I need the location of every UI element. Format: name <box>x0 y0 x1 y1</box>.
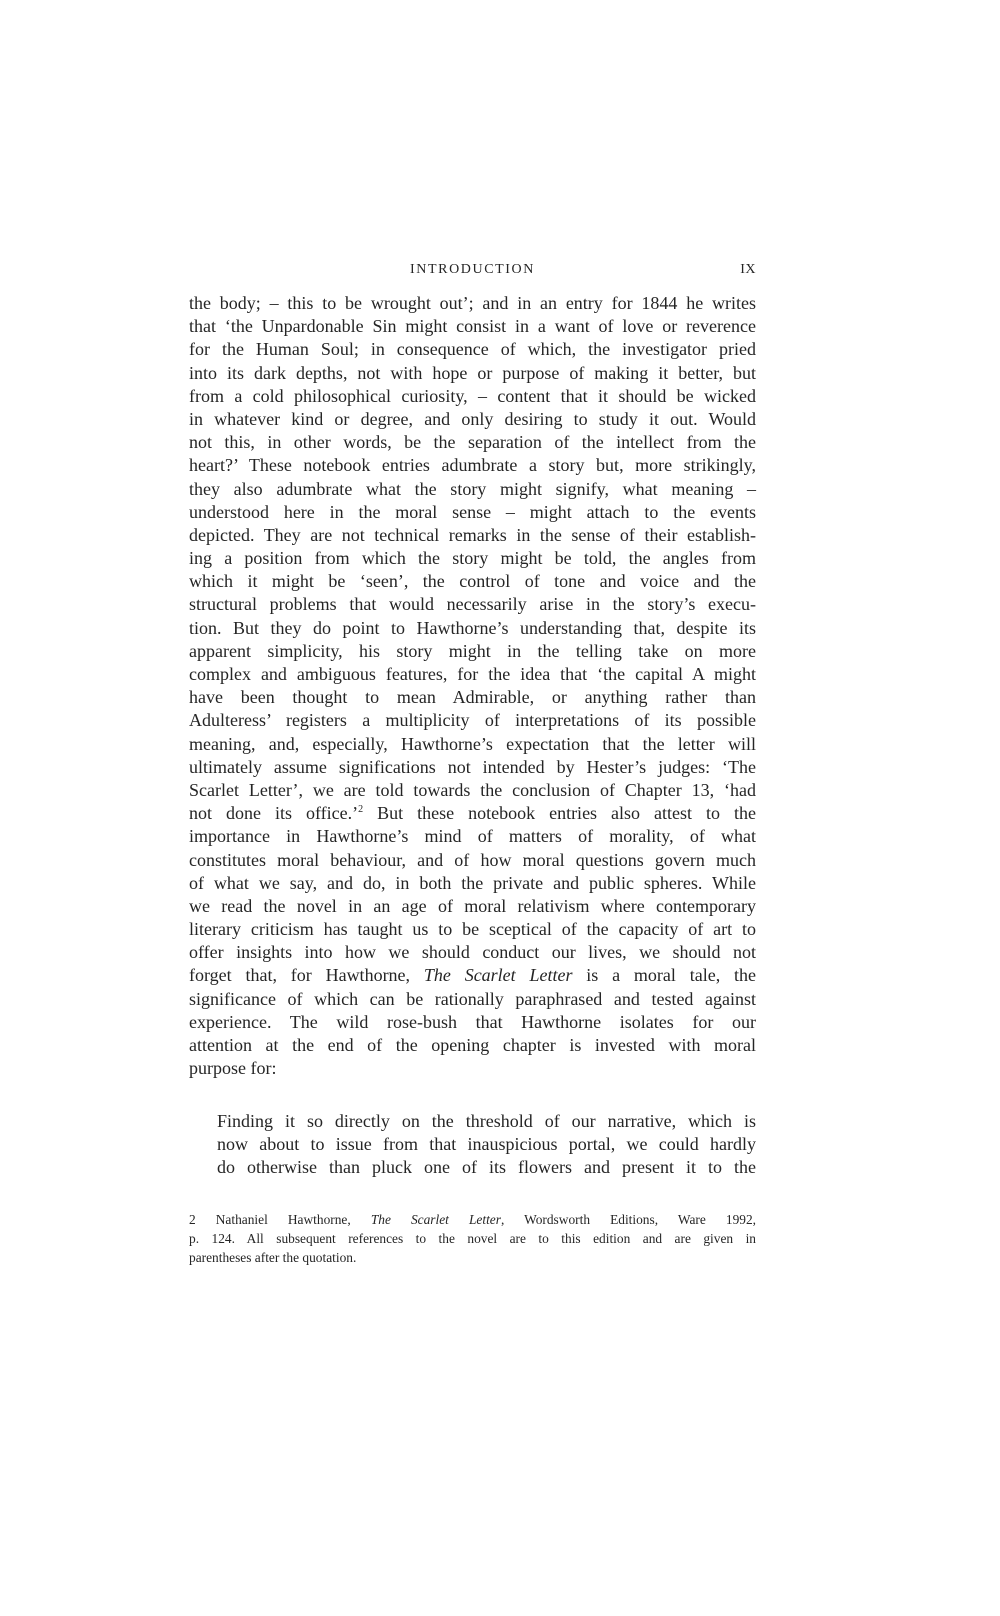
text-line: structural problems that would necessarily arise in the story’s execu- <box>189 594 756 615</box>
book-title: The Scarlet Letter <box>370 1212 501 1227</box>
book-title: The Scarlet Letter <box>423 965 573 986</box>
text-segment: is a moral tale, the <box>572 965 757 986</box>
text-line: p. 124. All subsequent references to the novel are to this edition and are given in <box>189 1231 756 1246</box>
text-line: that ‘the Unpardonable Sin might consist in a want of love or reverence <box>189 316 756 337</box>
text-line: ultimately assume significations not intended by Hester’s judges: ‘The <box>189 756 756 777</box>
text-line: constitutes moral behaviour, and of how moral questions govern much <box>189 849 756 870</box>
text-line: importance in Hawthorne’s mind of matters of morality, of what <box>189 826 756 847</box>
text-line: tion. But they do point to Hawthorne’s understanding that, despite its <box>189 617 756 638</box>
running-head <box>189 262 756 282</box>
text-line: purpose for: <box>189 1058 277 1079</box>
text-line: Finding it so directly on the threshold of our narrative, which is <box>217 1111 756 1131</box>
text-line: experience. The wild rose-bush that Hawthorne isolates for our <box>189 1011 756 1032</box>
text-line: parentheses after the quotation. <box>189 1250 357 1265</box>
text-line: ing a position from which the story might be told, the angles from <box>189 548 756 569</box>
text-line: attention at the end of the opening chapter is invested with moral <box>189 1035 756 1055</box>
text-line: Scarlet Letter’, we are told towards the conclusion of Chapter 13, ‘had <box>189 779 756 800</box>
page-number: IX <box>740 262 756 277</box>
text-line: offer insights into how we should conduct our lives, we should not <box>189 942 756 963</box>
text-segment: not done its office.’ <box>189 803 359 824</box>
text-line: literary criticism has taught us to be sceptical of the capacity of art to <box>189 919 756 940</box>
text-line: Adulteress’ registers a multiplicity of interpretations of its possible <box>189 710 756 731</box>
text-line: into its dark depths, not with hope or purpose of making it better, but <box>189 362 756 383</box>
text-line: which it might be ‘seen’, the control of tone and voice and the <box>189 571 756 592</box>
text-line: have been thought to mean Admirable, or anything rather than <box>189 687 756 708</box>
text-line: significance of which can be rationally paraphrased and tested against <box>189 988 756 1009</box>
text-segment: 2 Nathaniel Hawthorne, <box>189 1212 371 1227</box>
text-line: not this, in other words, be the separation of the intellect from the <box>189 432 756 453</box>
text-line: in whatever kind or degree, and only desiring to study it out. Would <box>189 408 756 429</box>
text-line: do otherwise than pluck one of its flowers and present it to the <box>217 1157 756 1178</box>
text-line <box>189 964 756 987</box>
text-line: for the Human Soul; in consequence of which, the investigator pried <box>189 339 756 360</box>
footnote-marker: 2 <box>358 804 364 816</box>
text-line: meaning, and, especially, Hawthorne’s expectation that the letter will <box>189 733 756 754</box>
text-line: they also adumbrate what the story might signify, what meaning – <box>189 478 756 499</box>
text-segment: , Wordsworth Editions, Ware 1992, <box>500 1212 757 1227</box>
text-line: complex and ambiguous features, for the idea that ‘the capital A might <box>189 664 756 684</box>
text-line: understood here in the moral sense – might attach to the events <box>189 501 756 522</box>
block-quote <box>217 1110 756 1180</box>
text-segment: forget that, for Hawthorne, <box>189 965 424 986</box>
running-head-title: INTRODUCTION <box>410 262 535 277</box>
text-line <box>189 1210 756 1229</box>
body-text <box>189 292 756 1080</box>
text-line: heart?’ These notebook entries adumbrate a story but, more strikingly, <box>189 455 756 476</box>
text-line: we read the novel in an age of moral relativism where contemporary <box>189 895 756 916</box>
text-segment: But these notebook entries also attest to the <box>363 803 757 824</box>
text-line <box>189 802 756 825</box>
text-line: from a cold philosophical curiosity, – content that it should be wicked <box>189 385 756 406</box>
text-line: apparent simplicity, his story might in the telling take on more <box>189 640 756 661</box>
text-line: now about to issue from that inauspicious portal, we could hardly <box>217 1134 756 1155</box>
text-line: the body; – this to be wrought out’; and in an entry for 1844 he writes <box>189 293 756 313</box>
footnote <box>189 1210 756 1267</box>
text-line: depicted. They are not technical remarks in the sense of their establish- <box>189 524 756 545</box>
text-line: of what we say, and do, in both the private and public spheres. While <box>189 872 756 893</box>
